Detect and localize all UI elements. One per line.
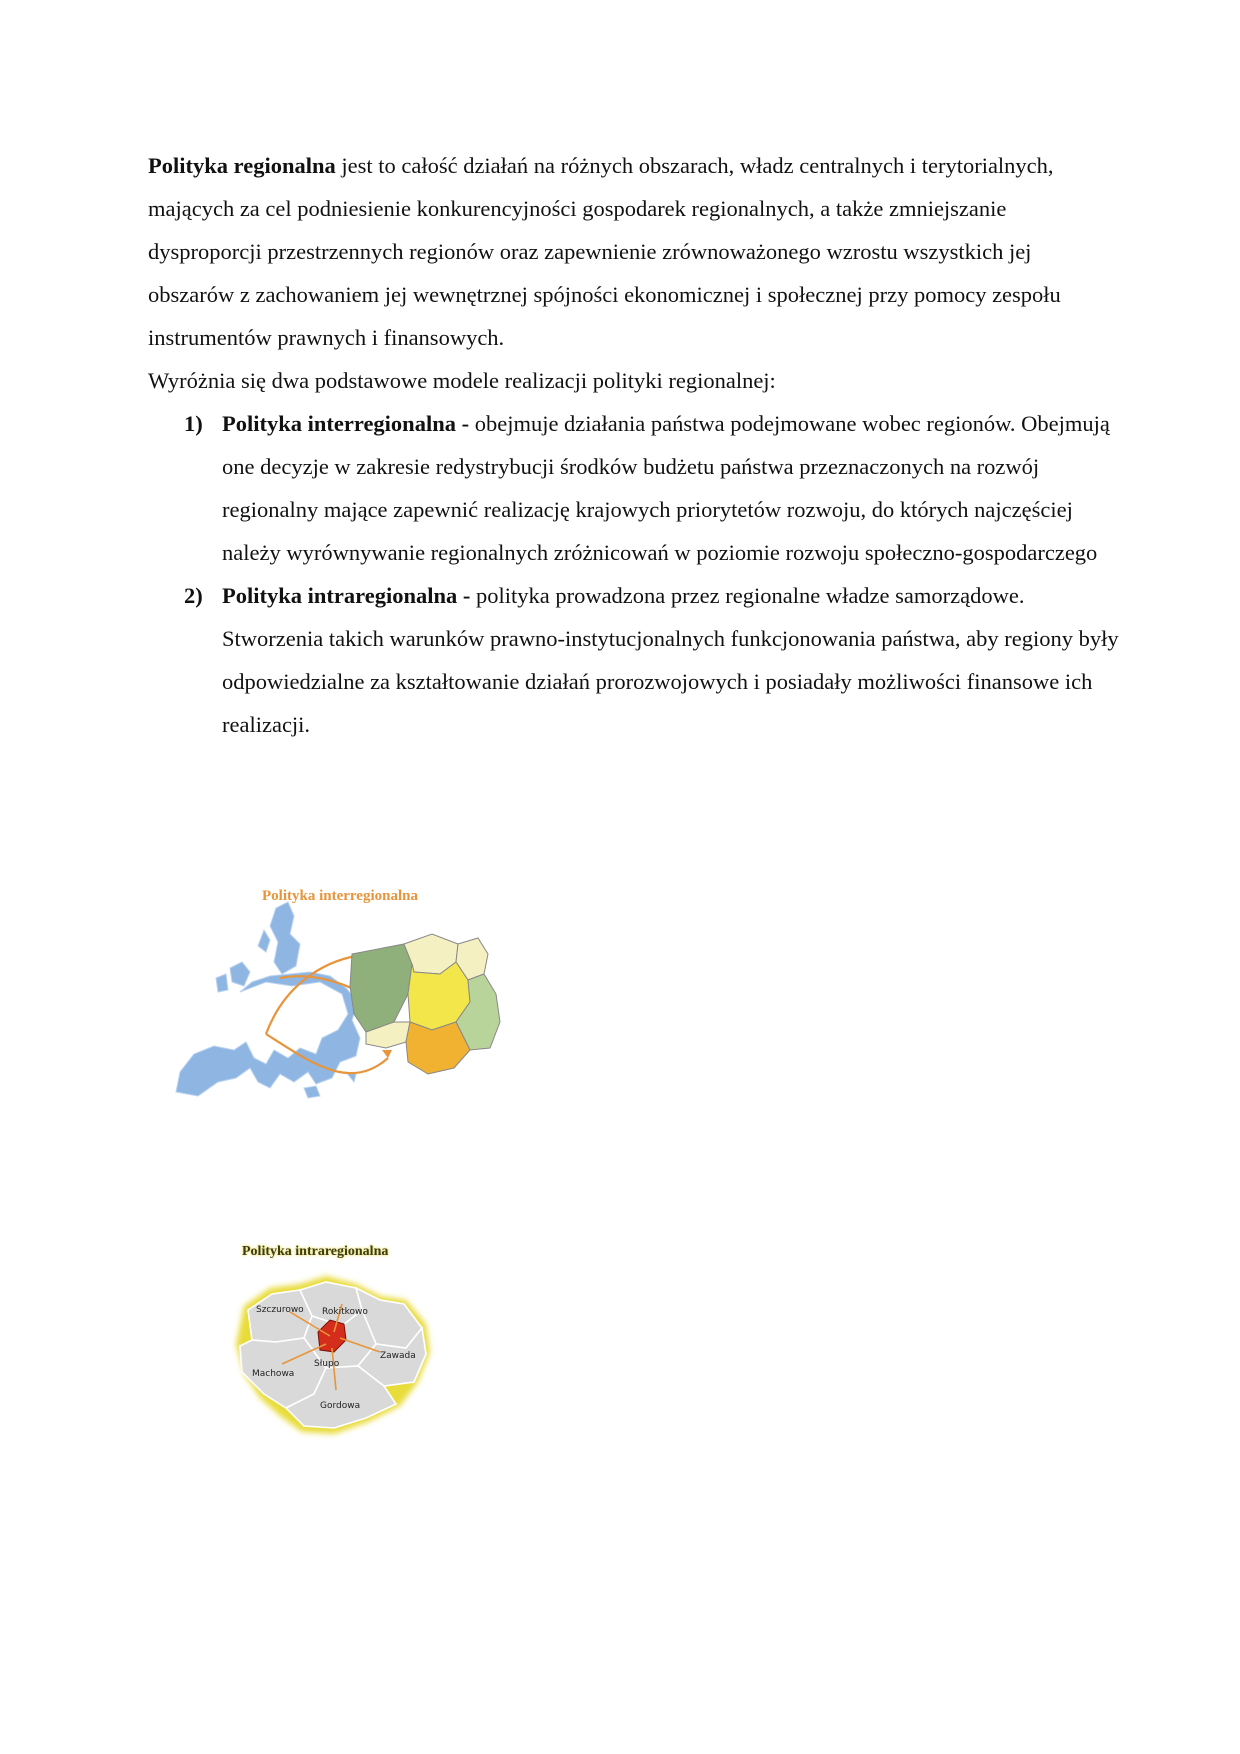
list-number: 1) bbox=[184, 411, 203, 436]
intraregional-figure-title: Polityka intraregionalna bbox=[242, 1244, 389, 1259]
europe-map bbox=[176, 902, 360, 1098]
intro-term: Polityka regionalna bbox=[148, 153, 336, 178]
region-label: Szczurowo bbox=[256, 1305, 304, 1315]
region-label: Gordowa bbox=[320, 1401, 361, 1411]
intro-text: jest to całość działań na różnych obszarach, władz centralnych i terytorialnych, mających za cel podniesienie konkurencyjności gospodarek regionalnych, a także zmniejszanie dysproporcji przestrzennych regionów oraz zapewnienie zrównoważonego wzrostu wszystkich jej obszarów z zachowaniem jej wewnętrznej spójności ekonomicznej i społecznej przy pomocy zespołu instrumentów prawnych i finansowych. bbox=[148, 153, 1061, 350]
lead-sentence: Wyróżnia się dwa podstawowe modele realizacji polityki regionalnej: bbox=[148, 368, 776, 393]
document-body bbox=[148, 144, 1119, 746]
region-label: Zawada bbox=[380, 1351, 416, 1361]
model-text: obejmuje działania państwa podejmowane wobec regionów. Obejmują one decyzje w zakresie redystrybucji środków budżetu państwa przeznaczonych na rozwój regionalny mające zapewnić realizację krajowych priorytetów rozwoju, do których najczęściej należy wyrównywanie regionalnych zróżnicowań w poziomie rozwoju społeczno-gospodarczego bbox=[222, 411, 1110, 565]
poland-map bbox=[350, 934, 500, 1074]
model-text: polityka prowadzona przez regionalne władze samorządowe. Stworzenia takich warunków prawno-instytucjonalnych funkcjonowania państwa, aby regiony były odpowiedzialne za kształtowanie działań prorozwojowych i posiadały możliwości finansowe ich realizacji. bbox=[222, 583, 1119, 737]
list-item bbox=[148, 402, 1128, 574]
models-list bbox=[148, 402, 1119, 746]
region-label: Rokitkowo bbox=[322, 1307, 368, 1317]
interregional-map-image bbox=[170, 882, 532, 1104]
model-term: Polityka intraregionalna - bbox=[222, 583, 471, 608]
interregional-figure bbox=[170, 882, 532, 1104]
list-item bbox=[148, 574, 1128, 746]
intraregional-map-image bbox=[230, 1240, 448, 1454]
region-label: Machowa bbox=[252, 1369, 295, 1379]
list-number: 2) bbox=[184, 583, 203, 608]
model-term: Polityka interregionalna - bbox=[222, 411, 470, 436]
region-label: Słupo bbox=[314, 1359, 340, 1369]
intraregional-figure bbox=[230, 1240, 448, 1454]
interregional-figure-title: Polityka interregionalna bbox=[262, 888, 418, 904]
intro-paragraph bbox=[148, 144, 1108, 359]
